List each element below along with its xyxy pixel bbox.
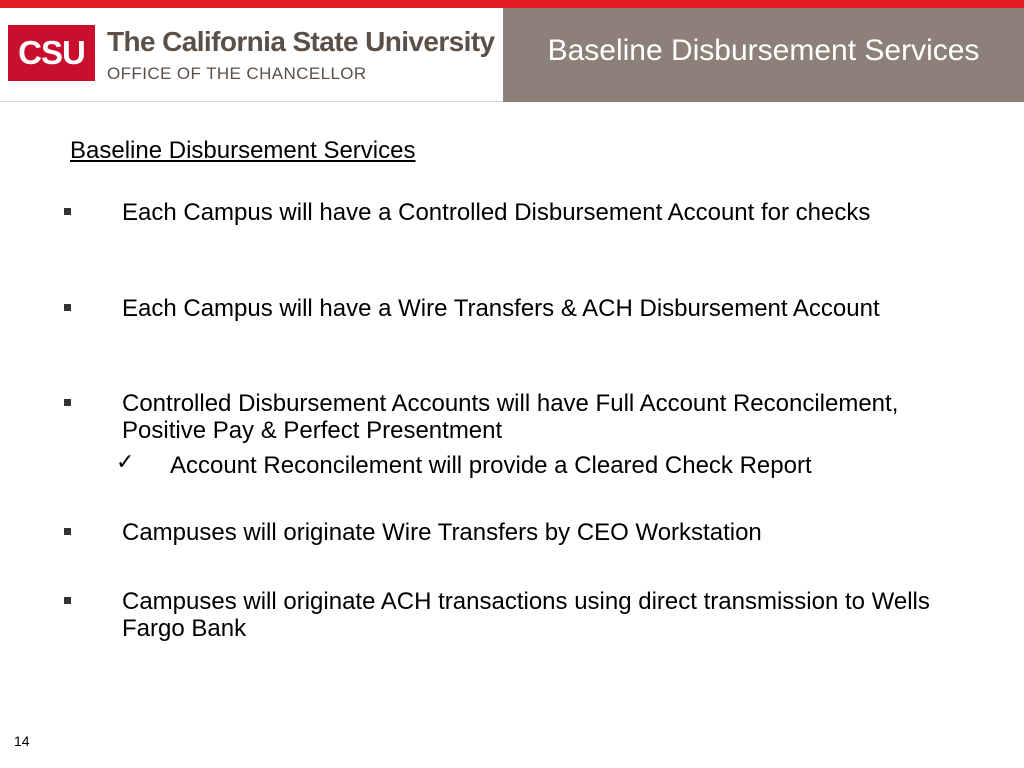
page-number: 14 [14, 733, 30, 749]
square-bullet-icon [64, 304, 71, 311]
checkmark-icon: ✓ [116, 450, 135, 475]
logo-title: The California State University [107, 26, 495, 57]
logo-subtitle: OFFICE OF THE CHANCELLOR [107, 64, 367, 83]
logo-area [0, 8, 503, 102]
sub-bullet-text: Account Reconcilement will provide a Cleared Check Report [170, 452, 812, 479]
csu-logo-mark: CSU [8, 25, 95, 81]
bullet-text: Campuses will originate Wire Transfers by CEO Workstation [122, 519, 762, 546]
square-bullet-icon [64, 597, 71, 604]
bullet-text: Campuses will originate ACH transactions using direct transmission to Wells Fargo Bank [122, 588, 930, 642]
bullet-text: Each Campus will have a Controlled Disbursement Account for checks [122, 199, 871, 226]
bullet-text: Each Campus will have a Wire Transfers & ACH Disbursement Account [122, 295, 880, 322]
bullet-text: Controlled Disbursement Accounts will have Full Account Reconcilement, Positive Pay & Perfect Presentment [122, 390, 899, 444]
square-bullet-icon [64, 528, 71, 535]
square-bullet-icon [64, 208, 71, 215]
top-accent-bar [0, 0, 1024, 8]
slide-title-box [503, 8, 1024, 102]
content-heading: Baseline Disbursement Services [70, 137, 416, 164]
slide-title: Baseline Disbursement Services [547, 34, 980, 67]
square-bullet-icon [64, 399, 71, 406]
